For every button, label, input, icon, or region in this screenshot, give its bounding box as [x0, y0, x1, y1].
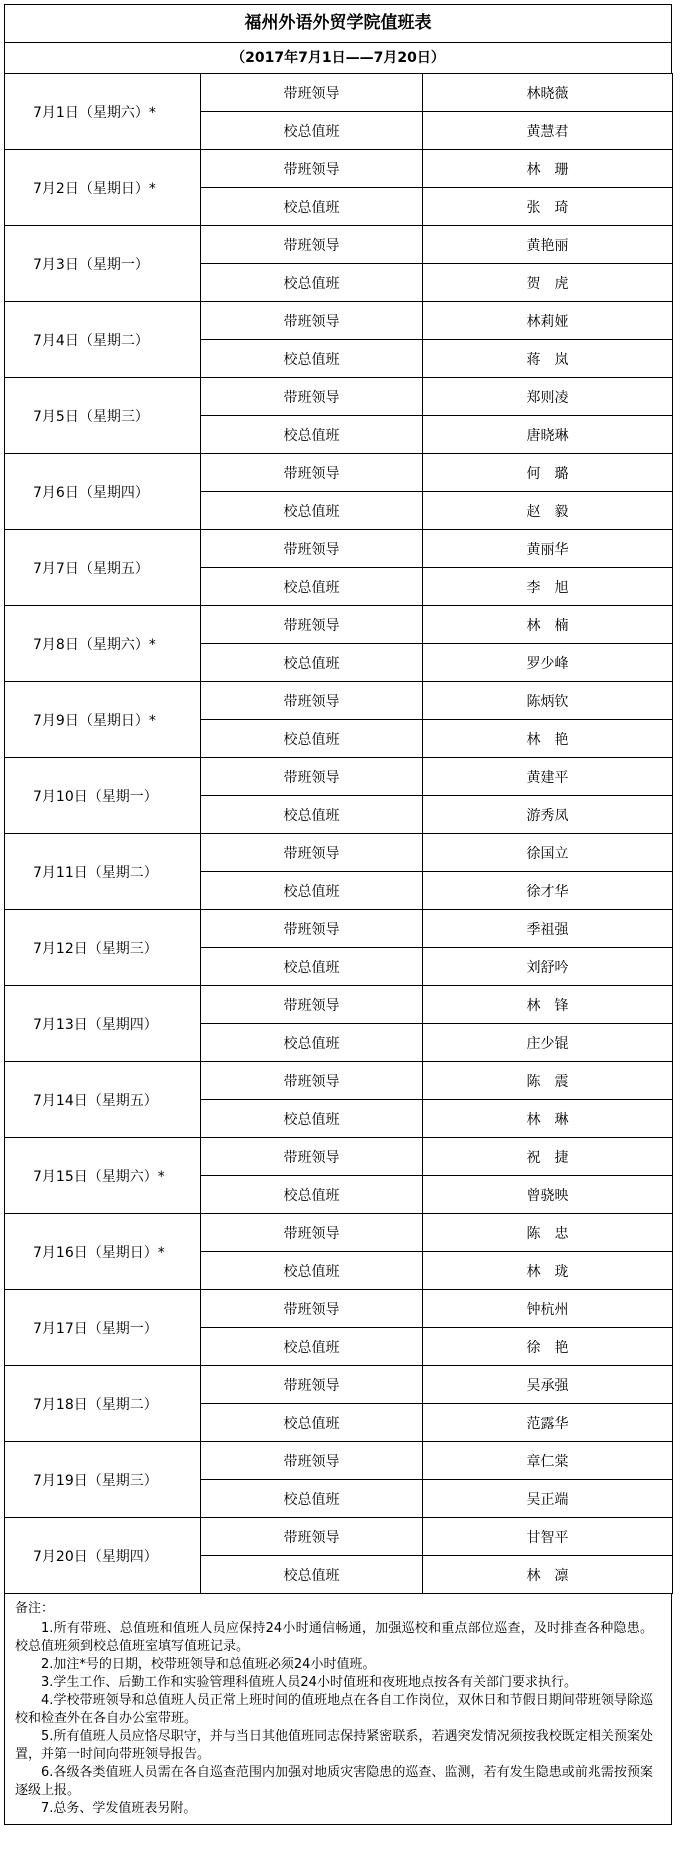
leader-name-cell: 陈炳钦 — [423, 682, 673, 720]
role-duty-cell: 校总值班 — [201, 340, 423, 378]
role-leader-cell: 带班领导 — [201, 758, 423, 796]
page-title: 福州外语外贸学院值班表 — [4, 4, 672, 42]
leader-name-cell: 祝 捷 — [423, 1138, 673, 1176]
duty-name-cell: 林 琳 — [423, 1100, 673, 1138]
duty-date-cell: 7月11日（星期二） — [5, 834, 201, 910]
duty-name-cell: 林 凛 — [423, 1556, 673, 1594]
leader-name-cell: 章仁棠 — [423, 1442, 673, 1480]
duty-row-leader — [5, 910, 673, 948]
role-duty-cell: 校总值班 — [201, 1252, 423, 1290]
duty-name-cell: 张 琦 — [423, 188, 673, 226]
duty-name-cell: 范露华 — [423, 1404, 673, 1442]
duty-date-cell: 7月12日（星期三） — [5, 910, 201, 986]
role-leader-cell: 带班领导 — [201, 378, 423, 416]
role-duty-cell: 校总值班 — [201, 1480, 423, 1518]
leader-name-cell: 黄建平 — [423, 758, 673, 796]
leader-name-cell: 陈 忠 — [423, 1214, 673, 1252]
note-item: 5.所有值班人员应恪尽职守，并与当日其他值班同志保持紧密联系，若遇突发情况须按我校既定相关预案处置，并第一时间向带班领导报告。 — [15, 1729, 653, 1762]
duty-row-leader — [5, 378, 673, 416]
leader-name-cell: 吴承强 — [423, 1366, 673, 1404]
role-leader-cell: 带班领导 — [201, 986, 423, 1024]
role-leader-cell: 带班领导 — [201, 1062, 423, 1100]
leader-name-cell: 林 楠 — [423, 606, 673, 644]
duty-name-cell: 徐才华 — [423, 872, 673, 910]
leader-name-cell: 季祖强 — [423, 910, 673, 948]
duty-date-cell: 7月7日（星期五） — [5, 530, 201, 606]
role-leader-cell: 带班领导 — [201, 1366, 423, 1404]
leader-name-cell: 郑则凌 — [423, 378, 673, 416]
duty-name-cell: 黄慧君 — [423, 112, 673, 150]
role-duty-cell: 校总值班 — [201, 264, 423, 302]
role-leader-cell: 带班领导 — [201, 1214, 423, 1252]
leader-name-cell: 钟杭州 — [423, 1290, 673, 1328]
role-leader-cell: 带班领导 — [201, 606, 423, 644]
note-item: 3.学生工作、后勤工作和实验管理科值班人员24小时值班和夜班地点按各有关部门要求执行。 — [41, 1675, 577, 1690]
note-item: 7.总务、学发值班表另附。 — [41, 1801, 197, 1816]
role-leader-cell: 带班领导 — [201, 302, 423, 340]
role-leader-cell: 带班领导 — [201, 150, 423, 188]
role-duty-cell: 校总值班 — [201, 1176, 423, 1214]
duty-row-leader — [5, 986, 673, 1024]
duty-date-cell: 7月5日（星期三） — [5, 378, 201, 454]
note-item: 6.各级各类值班人员需在各自巡查范围内加强对地质灾害隐患的巡查、监测，若有发生隐患或前兆需按预案逐级上报。 — [15, 1765, 653, 1798]
role-duty-cell: 校总值班 — [201, 1100, 423, 1138]
duty-row-leader — [5, 530, 673, 568]
duty-name-cell: 林 珑 — [423, 1252, 673, 1290]
role-duty-cell: 校总值班 — [201, 872, 423, 910]
duty-row-leader — [5, 758, 673, 796]
duty-name-cell: 赵 毅 — [423, 492, 673, 530]
role-duty-cell: 校总值班 — [201, 796, 423, 834]
leader-name-cell: 林晓薇 — [423, 74, 673, 112]
duty-date-cell: 7月8日（星期六）* — [5, 606, 201, 682]
duty-row-leader — [5, 606, 673, 644]
duty-row-leader — [5, 1366, 673, 1404]
role-leader-cell: 带班领导 — [201, 834, 423, 872]
duty-date-cell: 7月6日（星期四） — [5, 454, 201, 530]
duty-name-cell: 游秀凤 — [423, 796, 673, 834]
role-leader-cell: 带班领导 — [201, 530, 423, 568]
duty-row-leader — [5, 1290, 673, 1328]
duty-name-cell: 曾骁映 — [423, 1176, 673, 1214]
duty-table-body — [5, 74, 673, 1594]
leader-name-cell: 林 珊 — [423, 150, 673, 188]
duty-row-leader — [5, 1062, 673, 1100]
duty-date-cell: 7月14日（星期五） — [5, 1062, 201, 1138]
duty-date-cell: 7月15日（星期六）* — [5, 1138, 201, 1214]
duty-row-leader — [5, 454, 673, 492]
leader-name-cell: 陈 震 — [423, 1062, 673, 1100]
leader-name-cell: 何 璐 — [423, 454, 673, 492]
notes-heading: 备注： — [15, 1601, 55, 1616]
duty-name-cell: 刘舒吟 — [423, 948, 673, 986]
duty-roster-sheet — [4, 4, 672, 1825]
role-duty-cell: 校总值班 — [201, 568, 423, 606]
role-leader-cell: 带班领导 — [201, 226, 423, 264]
duty-row-leader — [5, 302, 673, 340]
duty-row-leader — [5, 834, 673, 872]
duty-name-cell: 林 艳 — [423, 720, 673, 758]
role-leader-cell: 带班领导 — [201, 1518, 423, 1556]
date-range-subtitle: （2017年7月1日——7月20日） — [4, 42, 672, 73]
duty-date-cell: 7月16日（星期日）* — [5, 1214, 201, 1290]
leader-name-cell: 林 锋 — [423, 986, 673, 1024]
duty-row-leader — [5, 1518, 673, 1556]
note-item: 4.学校带班领导和总值班人员正常上班时间的值班地点在各自工作岗位，双休日和节假日期间带班领导除巡校和检查外在各自办公室带班。 — [15, 1693, 653, 1726]
role-leader-cell: 带班领导 — [201, 1290, 423, 1328]
duty-name-cell: 唐晓琳 — [423, 416, 673, 454]
role-duty-cell: 校总值班 — [201, 1328, 423, 1366]
role-duty-cell: 校总值班 — [201, 644, 423, 682]
role-duty-cell: 校总值班 — [201, 1556, 423, 1594]
duty-name-cell: 庄少锟 — [423, 1024, 673, 1062]
duty-row-leader — [5, 1138, 673, 1176]
duty-row-leader — [5, 682, 673, 720]
role-duty-cell: 校总值班 — [201, 188, 423, 226]
notes-list — [15, 1620, 653, 1818]
duty-date-cell: 7月13日（星期四） — [5, 986, 201, 1062]
leader-name-cell: 林莉娅 — [423, 302, 673, 340]
duty-date-cell: 7月18日（星期二） — [5, 1366, 201, 1442]
leader-name-cell: 黄艳丽 — [423, 226, 673, 264]
role-duty-cell: 校总值班 — [201, 1024, 423, 1062]
role-leader-cell: 带班领导 — [201, 682, 423, 720]
duty-table — [4, 73, 673, 1594]
role-duty-cell: 校总值班 — [201, 720, 423, 758]
duty-row-leader — [5, 1214, 673, 1252]
duty-date-cell: 7月10日（星期一） — [5, 758, 201, 834]
role-duty-cell: 校总值班 — [201, 1404, 423, 1442]
duty-name-cell: 贺 虎 — [423, 264, 673, 302]
leader-name-cell: 徐国立 — [423, 834, 673, 872]
duty-row-leader — [5, 74, 673, 112]
duty-date-cell: 7月1日（星期六）* — [5, 74, 201, 150]
duty-row-leader — [5, 1442, 673, 1480]
role-leader-cell: 带班领导 — [201, 910, 423, 948]
leader-name-cell: 甘智平 — [423, 1518, 673, 1556]
duty-date-cell: 7月19日（星期三） — [5, 1442, 201, 1518]
duty-row-leader — [5, 150, 673, 188]
role-leader-cell: 带班领导 — [201, 1138, 423, 1176]
duty-name-cell: 李 旭 — [423, 568, 673, 606]
notes-section — [4, 1594, 672, 1825]
role-leader-cell: 带班领导 — [201, 1442, 423, 1480]
note-item: 2.加注*号的日期，校带班领导和总值班必须24小时值班。 — [41, 1657, 376, 1672]
duty-name-cell: 罗少峰 — [423, 644, 673, 682]
duty-date-cell: 7月2日（星期日）* — [5, 150, 201, 226]
role-duty-cell: 校总值班 — [201, 112, 423, 150]
duty-date-cell: 7月4日（星期二） — [5, 302, 201, 378]
note-item: 1.所有带班、总值班和值班人员应保持24小时通信畅通，加强巡校和重点部位巡查，及时排查各种隐患。校总值班须到校总值班室填写值班记录。 — [15, 1621, 653, 1654]
role-duty-cell: 校总值班 — [201, 492, 423, 530]
duty-date-cell: 7月9日（星期日）* — [5, 682, 201, 758]
role-duty-cell: 校总值班 — [201, 948, 423, 986]
leader-name-cell: 黄丽华 — [423, 530, 673, 568]
duty-date-cell: 7月20日（星期四） — [5, 1518, 201, 1594]
duty-name-cell: 吴正端 — [423, 1480, 673, 1518]
duty-date-cell: 7月3日（星期一） — [5, 226, 201, 302]
duty-date-cell: 7月17日（星期一） — [5, 1290, 201, 1366]
role-leader-cell: 带班领导 — [201, 74, 423, 112]
duty-name-cell: 蒋 岚 — [423, 340, 673, 378]
duty-row-leader — [5, 226, 673, 264]
role-leader-cell: 带班领导 — [201, 454, 423, 492]
duty-name-cell: 徐 艳 — [423, 1328, 673, 1366]
role-duty-cell: 校总值班 — [201, 416, 423, 454]
